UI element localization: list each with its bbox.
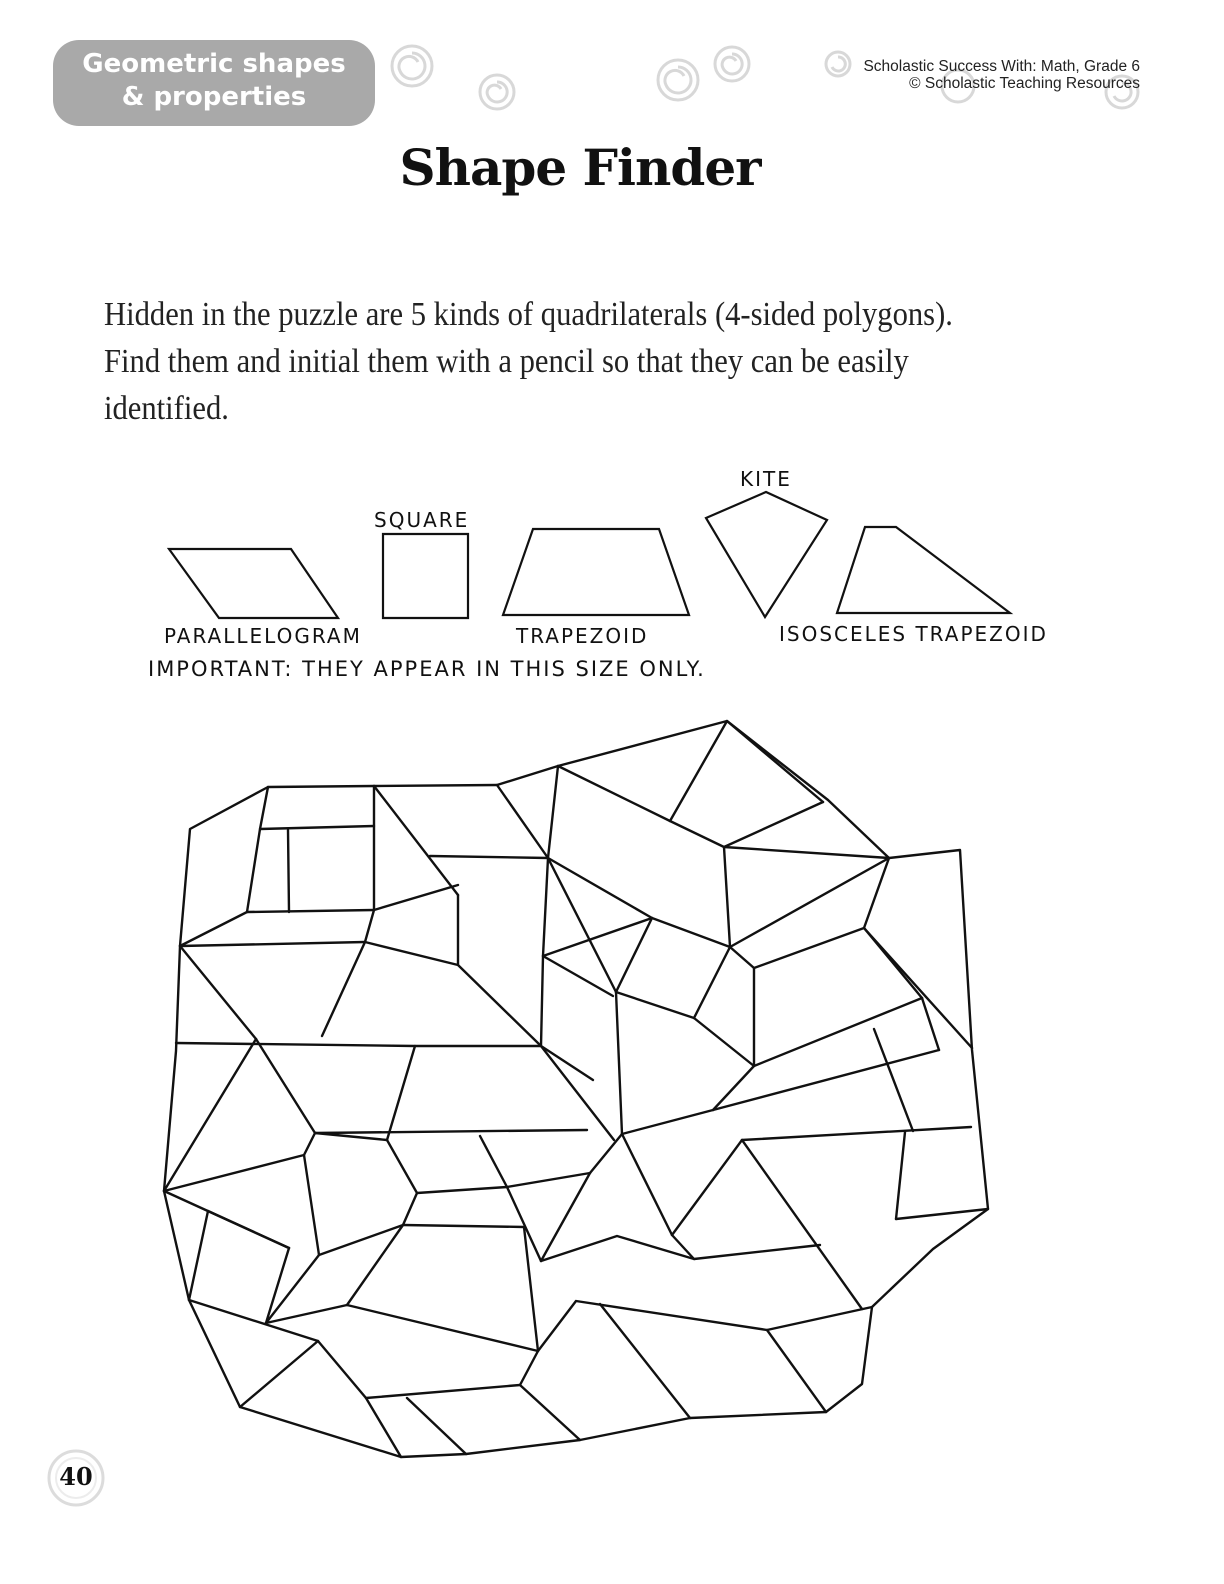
puzzle-line — [180, 942, 365, 946]
puzzle-line — [407, 1398, 466, 1454]
puzzle-line — [387, 1046, 415, 1140]
page-number: 40 — [59, 1462, 93, 1491]
puzzle-line — [694, 1018, 754, 1066]
puzzle-line — [164, 1133, 315, 1191]
puzzle-line — [922, 998, 939, 1050]
puzzle-line — [670, 821, 724, 847]
puzzle-line — [176, 1043, 541, 1046]
puzzle-line — [767, 1330, 826, 1412]
puzzle-line — [315, 1133, 387, 1140]
puzzle-line — [724, 847, 889, 858]
puzzle-line — [864, 928, 922, 998]
puzzle-line — [864, 858, 889, 928]
puzzle-line — [315, 1130, 587, 1133]
puzzle-line — [304, 1155, 319, 1255]
puzzle-line — [590, 1134, 622, 1173]
puzzle-line — [507, 1173, 590, 1187]
puzzle-line — [520, 1385, 580, 1440]
puzzle-line — [543, 956, 613, 996]
puzzle-line — [374, 885, 458, 910]
puzzle-line — [208, 1211, 289, 1248]
puzzle-line — [387, 1140, 417, 1225]
puzzle-line — [742, 1140, 862, 1309]
puzzle-line — [754, 998, 922, 1066]
square-label: SQUARE — [374, 508, 470, 532]
puzzle-line — [622, 1134, 672, 1235]
puzzle-line — [541, 1236, 694, 1261]
puzzle-line — [672, 1140, 742, 1235]
credit-line1: Scholastic Success With: Math, Grade 6 — [863, 58, 1140, 75]
puzzle-line — [164, 1039, 256, 1191]
puzzle-line — [600, 1304, 690, 1418]
size-note: IMPORTANT: THEY APPEAR IN THIS SIZE ONLY. — [148, 657, 706, 681]
puzzle-line — [266, 1248, 289, 1323]
puzzle-line — [874, 1029, 913, 1131]
credit-line2: © Scholastic Teaching Resources — [909, 75, 1140, 92]
puzzle-line — [670, 721, 823, 821]
puzzle-line — [497, 785, 548, 858]
puzzle-line — [189, 1211, 208, 1300]
puzzle-line — [403, 1225, 524, 1227]
puzzle-line — [417, 1187, 507, 1193]
puzzle-line — [541, 766, 558, 1046]
page-title: Shape Finder — [399, 138, 761, 197]
puzzle-line — [767, 1307, 872, 1330]
puzzle-line — [318, 1341, 366, 1398]
puzzle-line — [616, 992, 694, 1018]
puzzle-line — [366, 1385, 520, 1398]
puzzle-line — [538, 1301, 767, 1351]
isosceles-trapezoid-label: ISOSCELES TRAPEZOID — [779, 622, 1048, 646]
puzzle-line — [180, 946, 256, 1039]
puzzle-line — [347, 1305, 538, 1351]
puzzle-line — [480, 1136, 541, 1261]
puzzle-line — [247, 910, 374, 912]
puzzle-line — [730, 928, 864, 968]
puzzle-line — [180, 912, 247, 946]
puzzle-line — [365, 942, 458, 965]
kite-label: KITE — [740, 467, 792, 491]
puzzle-line — [247, 787, 268, 912]
section-tab-line1: Geometric shapes — [82, 49, 346, 79]
instructions-text: Hidden in the puzzle are 5 kinds of quadrilaterals (4-sided polygons). Find them and initial them with a pencil so that they can be easily identified. — [104, 296, 953, 427]
puzzle-line — [365, 910, 374, 942]
puzzle-line — [256, 1039, 315, 1133]
puzzle-line — [347, 1225, 403, 1305]
trapezoid-label: TRAPEZOID — [516, 624, 649, 648]
puzzle-line — [622, 1110, 713, 1134]
puzzle-line — [322, 942, 365, 1036]
puzzle-line — [896, 1132, 905, 1219]
parallelogram-label: PARALLELOGRAM — [164, 624, 362, 648]
puzzle-line — [672, 1235, 820, 1259]
puzzle-line — [548, 858, 730, 947]
puzzle-line — [541, 1046, 593, 1080]
puzzle-line — [541, 1046, 614, 1140]
puzzle-line — [730, 858, 889, 947]
puzzle-line — [374, 786, 458, 895]
puzzle-line — [724, 802, 823, 847]
puzzle-line — [896, 1209, 988, 1219]
puzzle-line — [288, 830, 289, 912]
puzzle-line — [458, 895, 541, 1046]
puzzle-line — [724, 847, 730, 947]
puzzle-line — [430, 856, 548, 858]
puzzle-line — [694, 947, 730, 1018]
puzzle-line — [742, 1127, 971, 1140]
puzzle-line — [558, 766, 670, 821]
section-tab-line2: & properties — [121, 82, 307, 112]
puzzle-line — [260, 826, 374, 829]
